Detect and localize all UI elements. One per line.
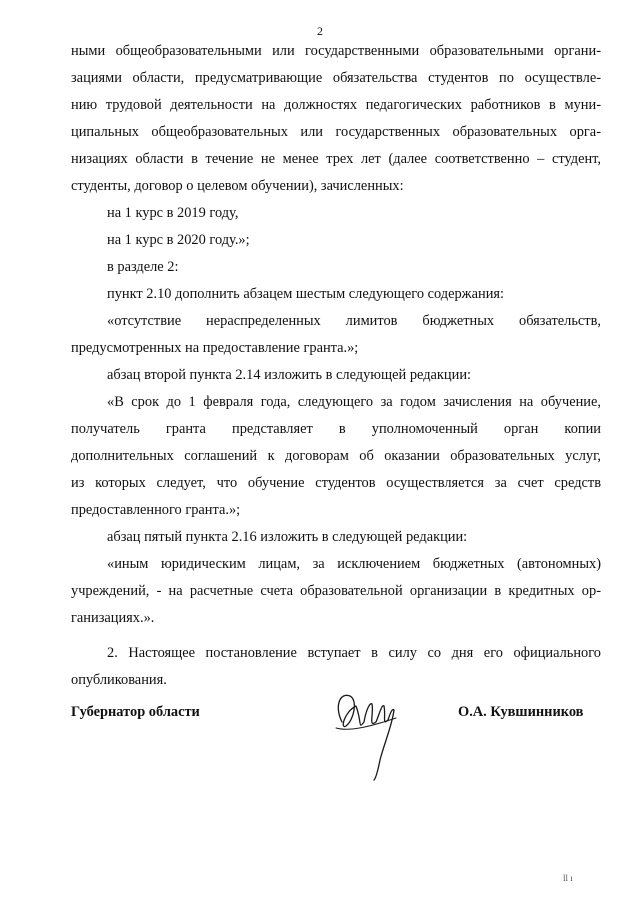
paragraph-course-2020: на 1 курс в 2020 году.»; bbox=[107, 232, 250, 248]
corner-mark: ll ı bbox=[563, 873, 573, 883]
text-line: зациями области, предусматривающие обязательства студентов по осуществле- bbox=[71, 70, 601, 86]
paragraph-legal-entities bbox=[71, 551, 601, 632]
handwritten-signature bbox=[326, 682, 406, 782]
text-line: учреждений, - на расчетные счета образовательной организации в кредитных ор- bbox=[71, 583, 601, 599]
text-line: нию трудовой деятельности на должностях педагогических работников в муни- bbox=[71, 97, 601, 113]
text-line: дополнительных соглашений к договорам об оказании образовательных услуг, bbox=[71, 448, 601, 464]
text-line: «иным юридическим лицам, за исключением бюджетных (автономных) bbox=[107, 556, 601, 572]
text-line: 2. Настоящее постановление вступает в силу со дня его официального bbox=[107, 645, 601, 661]
text-line: предоставленного гранта.»; bbox=[71, 502, 241, 518]
text-line: ципальных общеобразовательных или государственных образовательных орга- bbox=[71, 124, 601, 140]
text-line: студенты, договор о целевом обучении), зачисленных: bbox=[71, 178, 404, 194]
document-body bbox=[71, 38, 601, 694]
paragraph-eligibility bbox=[71, 38, 601, 200]
text-line: «отсутствие нераспределенных лимитов бюджетных обязательств, bbox=[107, 313, 601, 329]
text-line: ганизациях.». bbox=[71, 610, 155, 626]
paragraph-february-deadline bbox=[71, 389, 601, 524]
page-number: 2 bbox=[317, 24, 323, 38]
text-line: низациях области в течение не менее трех лет (далее соответственно – студент, bbox=[71, 151, 601, 167]
paragraph-item-2-14: абзац второй пункта 2.14 изложить в следующей редакции: bbox=[107, 367, 472, 383]
text-line: из которых следует, что обучение студентов осуществляется за счет средств bbox=[71, 475, 601, 491]
paragraph-section-2: в разделе 2: bbox=[107, 259, 179, 275]
paragraph-course-2019: на 1 курс в 2019 году, bbox=[107, 205, 239, 221]
signatory-name: О.А. Кувшинников bbox=[458, 704, 584, 720]
text-line: получатель гранта представляет в уполномоченный орган копии bbox=[71, 421, 601, 437]
text-line: предусмотренных на предоставление гранта.»; bbox=[71, 340, 359, 356]
paragraph-item-2-16: абзац пятый пункта 2.16 изложить в следующей редакции: bbox=[107, 529, 468, 545]
text-line: ными общеобразовательными или государственными образовательными органи- bbox=[71, 43, 601, 59]
text-line: опубликования. bbox=[71, 672, 167, 688]
text-line: «В срок до 1 февраля года, следующего за годом зачисления на обучение, bbox=[107, 394, 601, 410]
signatory-title: Губернатор области bbox=[71, 704, 200, 720]
paragraph-item-2-10: пункт 2.10 дополнить абзацем шестым следующего содержания: bbox=[107, 286, 505, 302]
paragraph-budget-limits bbox=[71, 308, 601, 362]
